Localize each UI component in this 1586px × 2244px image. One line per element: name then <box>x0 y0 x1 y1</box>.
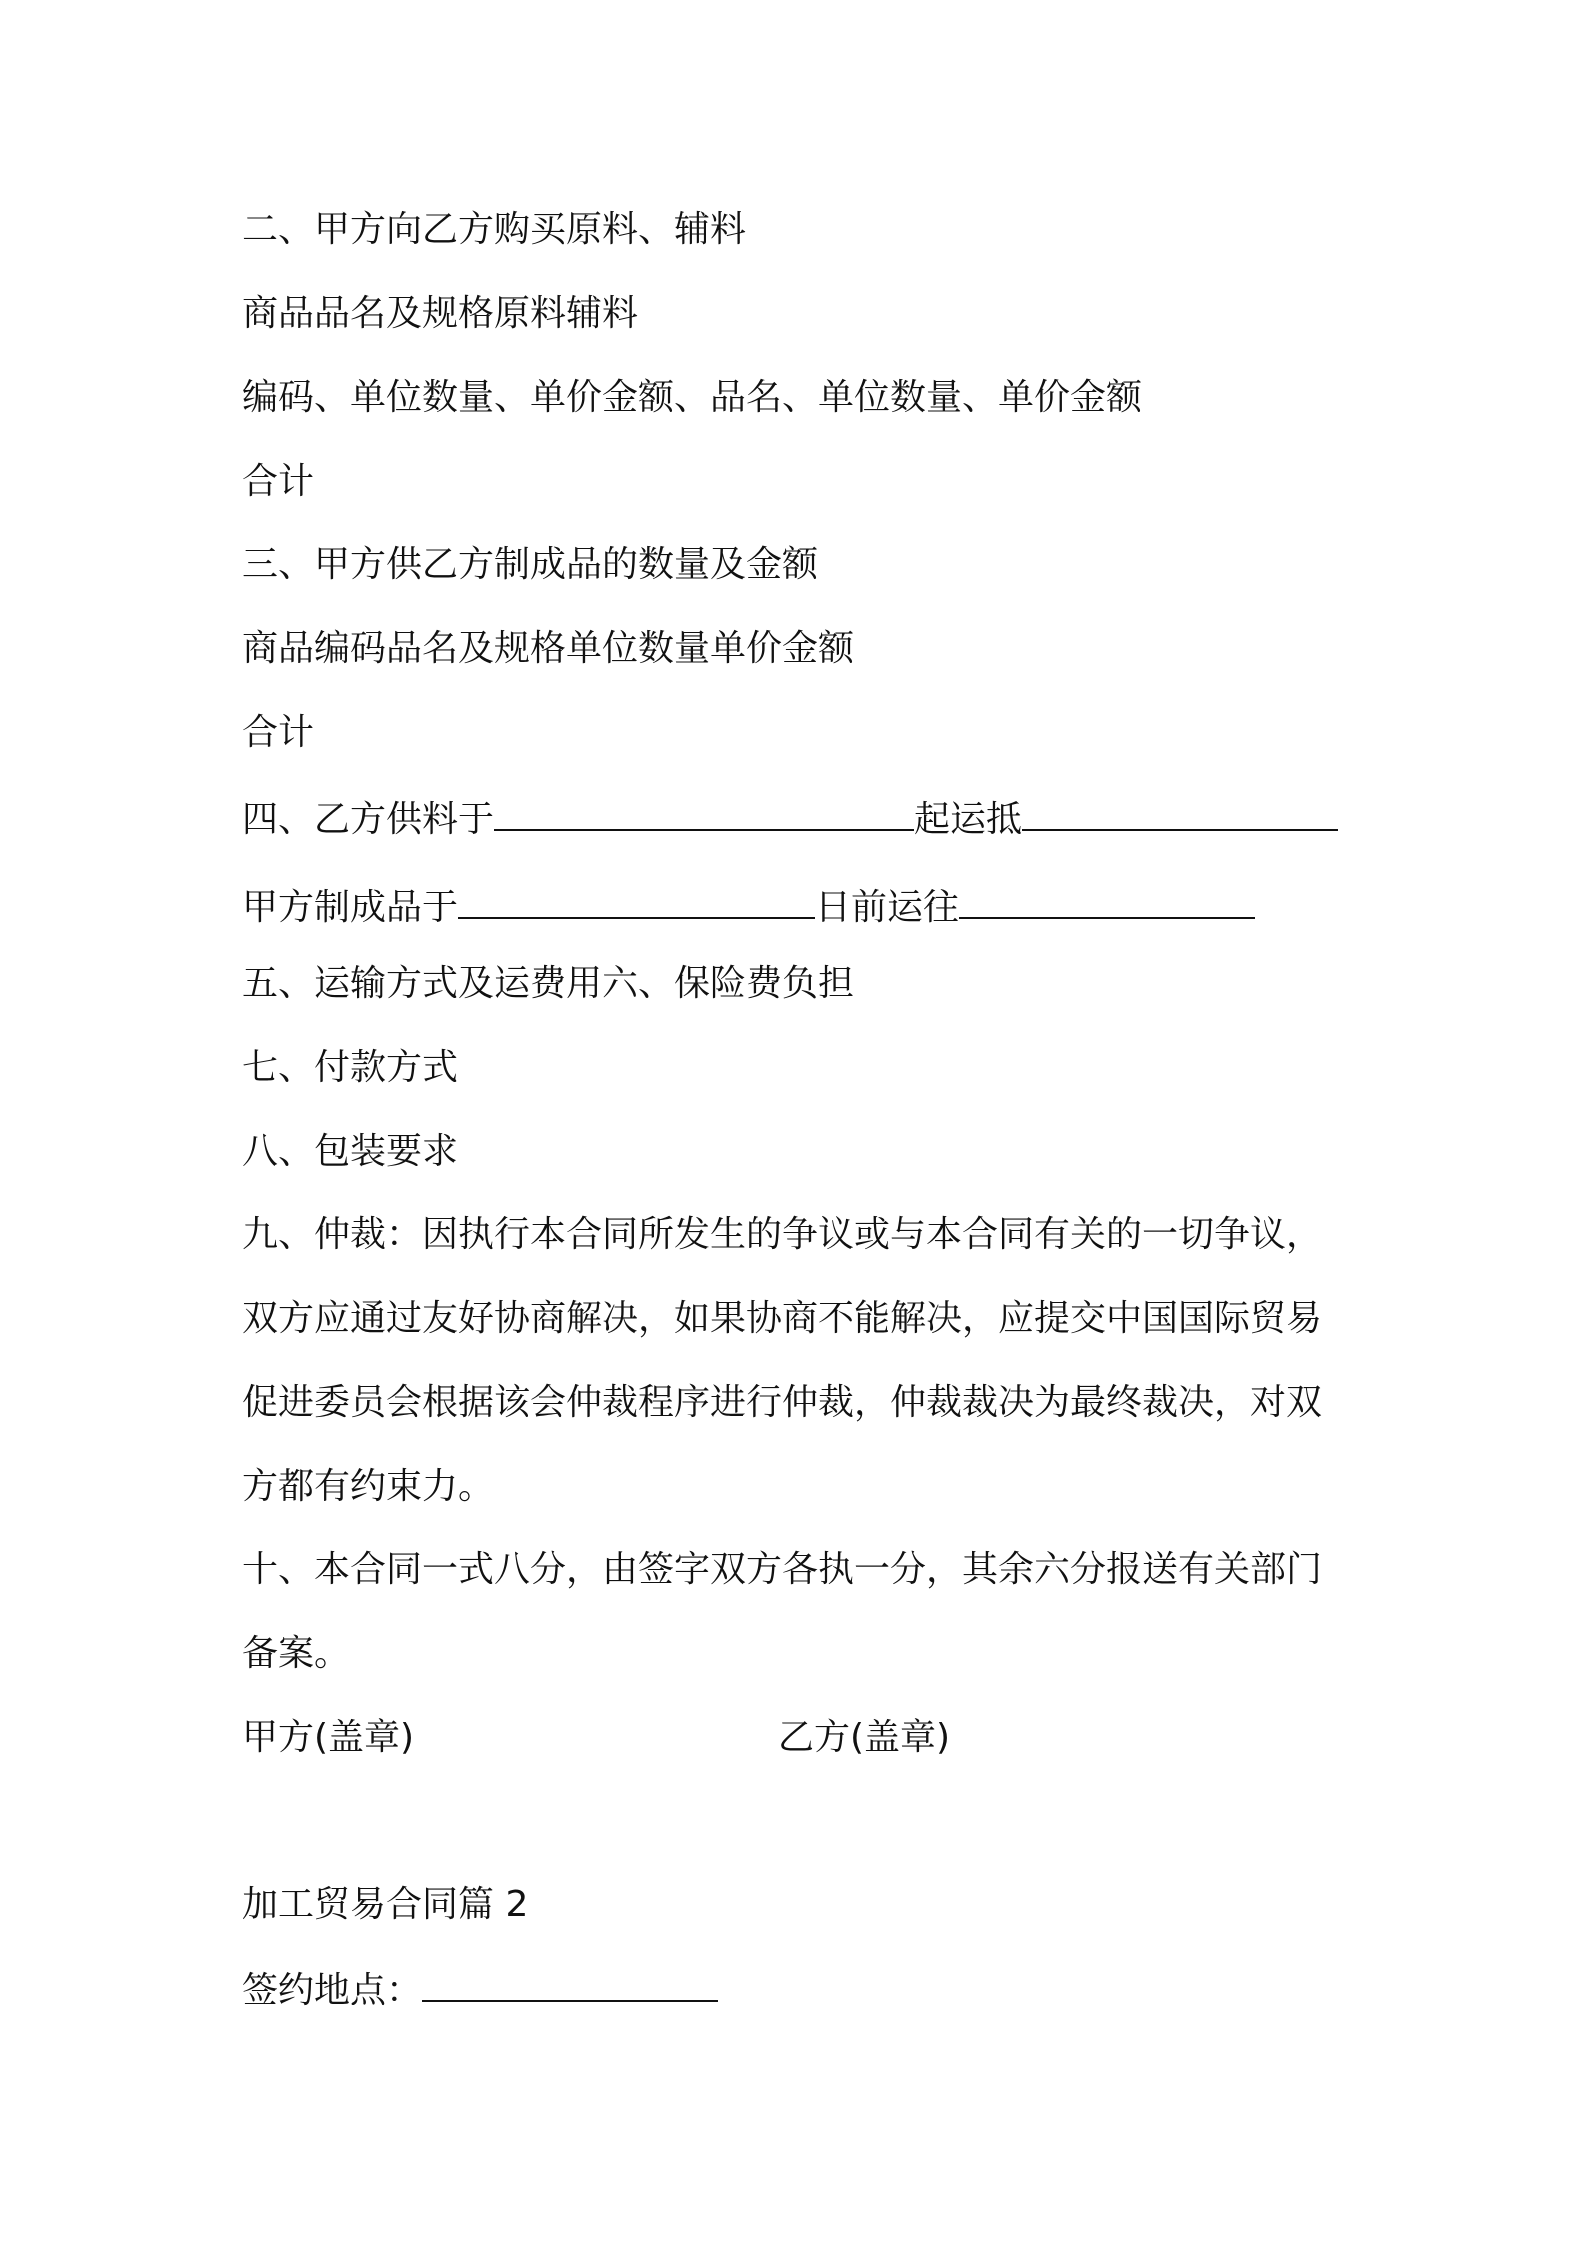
destination-blank[interactable] <box>1022 795 1338 831</box>
clause-2-columns: 编码、单位数量、单价金额、品名、单位数量、单价金额 <box>242 377 1143 418</box>
clause-3-total: 合计 <box>242 712 315 753</box>
product-date-blank[interactable] <box>458 883 815 919</box>
clause-10-line-1: 十、本合同一式八分，由签字双方各执一分，其余六分报送有关部门 <box>242 1549 1323 1590</box>
clause-9-line-4: 方都有约束力。 <box>242 1466 495 1507</box>
clause-2-total: 合计 <box>242 461 315 502</box>
supply-date-blank[interactable] <box>494 795 914 831</box>
clause-9-line-2: 双方应通过友好协商解决，如果协商不能解决，应提交中国国际贸易 <box>242 1298 1323 1339</box>
clause-3-columns: 商品编码品名及规格单位数量单价金额 <box>242 628 855 669</box>
signing-place-label: 签约地点： <box>242 1970 423 2011</box>
clause-10-line-2: 备案。 <box>242 1633 351 1674</box>
clause-9-line-3: 促进委员会根据该会仲裁程序进行仲裁，仲裁裁决为最终裁决，对双 <box>242 1382 1323 1423</box>
clause-7: 七、付款方式 <box>242 1047 459 1088</box>
signing-place-line <box>242 1966 718 2013</box>
clause-2-heading: 二、甲方向乙方购买原料、辅料 <box>242 209 747 250</box>
clause-5-6: 五、运输方式及运费用六、保险费负担 <box>242 963 855 1004</box>
clause-4-line-2 <box>242 883 1255 930</box>
clause-4-product-label: 甲方制成品于 <box>242 887 459 928</box>
signing-place-blank[interactable] <box>422 1966 718 2002</box>
clause-8: 八、包装要求 <box>242 1131 459 1172</box>
clause-3-heading: 三、甲方供乙方制成品的数量及金额 <box>242 544 819 585</box>
party-b-seal: 乙方(盖章) <box>778 1717 951 1758</box>
clause-4-line-1 <box>242 795 1338 842</box>
contract-2-title: 加工贸易合同篇 2 <box>242 1884 529 1925</box>
product-destination-blank[interactable] <box>959 883 1255 919</box>
clause-4-before-date-label: 日前运往 <box>815 887 960 928</box>
clause-9-line-1: 九、仲裁：因执行本合同所发生的争议或与本合同有关的一切争议， <box>242 1214 1323 1255</box>
clause-4-ship-label: 起运抵 <box>914 799 1023 840</box>
party-a-seal: 甲方(盖章) <box>242 1717 415 1758</box>
clause-2-table-header: 商品品名及规格原料辅料 <box>242 293 639 334</box>
clause-4-supply-label: 四、乙方供料于 <box>242 799 495 840</box>
